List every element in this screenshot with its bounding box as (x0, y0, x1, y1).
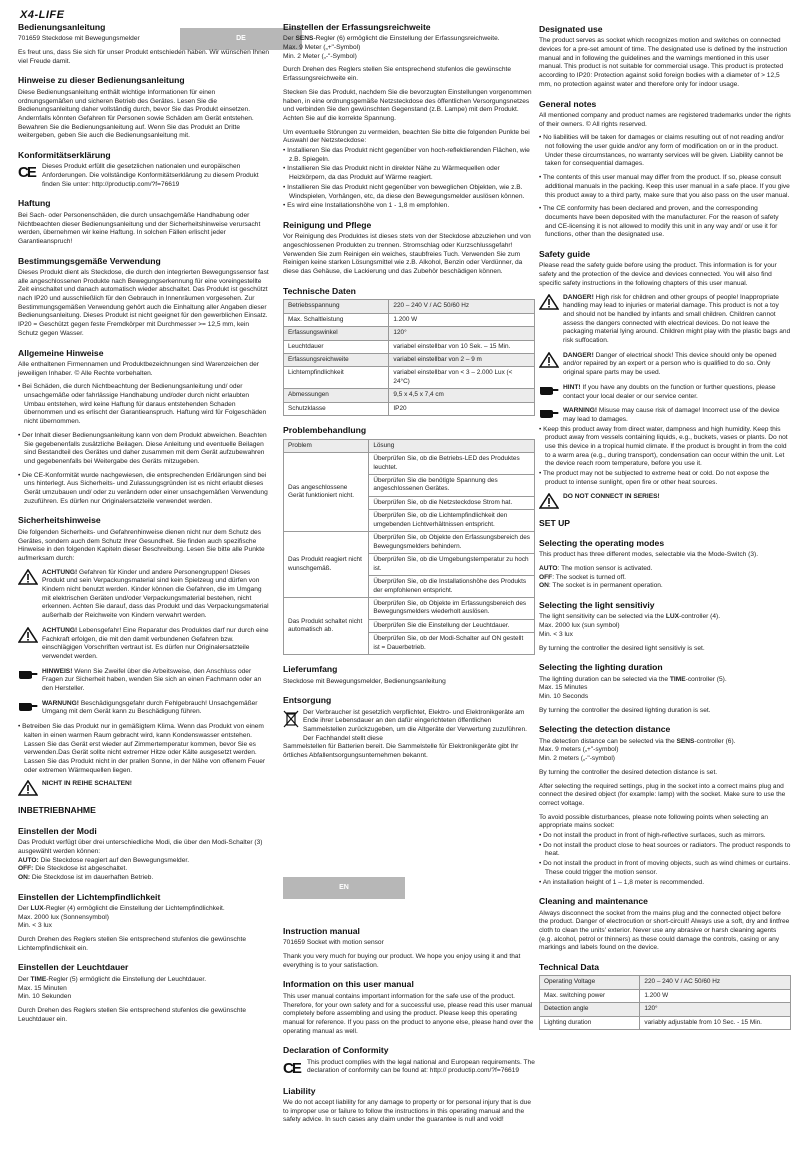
text-part: Der (18, 975, 31, 983)
warning-triangle-icon (18, 780, 38, 796)
warning-label: WARNUNG! (42, 699, 79, 707)
table-cell: 1.200 W (640, 989, 791, 1002)
brand-logo: X4-LIFE (20, 9, 65, 21)
section-heading: SET UP (539, 517, 571, 528)
section-heading: Liability (283, 1085, 316, 1096)
warning-label: DANGER! (563, 293, 594, 301)
mode-key: ON (539, 582, 549, 590)
hint-label: HINWEIS! (42, 667, 73, 675)
section-heading: Designated use (539, 24, 603, 34)
warning-triangle-icon (539, 294, 559, 310)
section-heading: Einstellen der Lichtempfindlichkeit (18, 891, 161, 902)
warning-triangle-icon (18, 569, 38, 585)
warning-block (539, 493, 791, 509)
section-text: Das Produkt verfügt über drei unterschiedliche Modi, die über den Modi-Schalter (3) ausgewählt werden können: (18, 839, 263, 855)
table-cell: 220 – 240 V / AC 50/60 Hz (389, 300, 535, 313)
section-text: By turning the controller the desired light sensitiviy is set. (539, 644, 705, 652)
mode-desc: : The socket is turned off. (552, 573, 626, 581)
section-text: Diese Bedienungsanleitung enthält wichtige Informationen für einen ordnungsgemäßen und sicheren Betrieb des Gerätes. Lesen Sie die Bedienungsanleitung daher vollständig durch, bevor Sie das Produkt einsetzen. Andernfalls könnten Gefahren für Personen sowie Schäden am Gerät entstehen. Bewahren Sie die Bedienungsanleitung auf. Wenn Sie das Produkt an Dritte weitergeben, geben Sie auch die Bedienungsanleitung mit. (18, 88, 254, 140)
thanks-text: Thank you very much for buying our product. We hope you enjoy using it and that everything is to your satisfaction. (283, 953, 521, 969)
section-heading: Lieferumfang (283, 664, 338, 675)
section-heading: Allgemeine Hinweise (18, 347, 104, 358)
section-heading: Selecting the lighting duration (539, 662, 663, 673)
list-item: • The contents of this user manual may differ from the product. If so, please consult additional manuals in the packing. Keep this user manual in a safe place. If you give this product away to a third party, make sure that you also pass on the user manual. (539, 174, 790, 199)
value-min: Min. 10 Sekunden (18, 993, 72, 1001)
section-heading: Technical Data (539, 962, 600, 973)
mode-off (539, 574, 791, 583)
list-item: • Do not install the product close to heat sources or radiators. The product responds to heat. (539, 841, 791, 858)
warning-label: ACHTUNG! (42, 626, 78, 634)
warning-label: DANGER! (563, 351, 594, 359)
conformity-block (283, 1059, 535, 1077)
mode-off (18, 865, 270, 874)
solution-cell: Überprüfen Sie, ob der Modi-Schalter auf ON gestellt ist = Dauerbetrieb. (369, 633, 535, 655)
table-row (284, 453, 535, 475)
mode-desc: : The socket is in permanent operation. (548, 582, 663, 590)
list-item: • Installieren Sie das Produkt nicht gegenüber von beweglichen Objekten, wie z.B. Windspielen, Vorhängen, etc, da diese den Bewegungsmelder auslösen können. (283, 183, 525, 200)
section-text: Der Verbraucher ist gesetzlich verpflichtet, Elektro- und Elektronikgeräte am Ende ihrer Lebensdauer an den dafür eingerichteten öffentlichen Sammelstellen zurückzugeben, um die Altgeräte der Verwertung zuzuführen. Der Fachhandel stellt diese (303, 708, 527, 742)
section-text: Bei Sach- oder Personenschäden, die durch unsachgemäße Handhabung oder Nichtbeachten dieser Bedienungsanleitung und der Sicherheitshinweise verursacht werden, übernehmen wir keine Haftung. In solchen Fällen erlischt jeder Garantieanspruch! (18, 211, 261, 245)
mode-key: AUTO (539, 564, 558, 572)
warning-triangle-icon (18, 627, 38, 643)
table-cell: 9,5 x 4,5 x 7,4 cm (389, 389, 535, 402)
ce-mark-icon: CE (283, 1059, 300, 1077)
section-heading: Sicherheitshinweise (18, 515, 101, 526)
section-heading: Declaration of Conformity (283, 1045, 389, 1056)
warning-text: Lebensgefahr! Eine Reparatur des Produktes darf nur durch eine Fachkraft erfolgen, die mit den damit verbundenen Gefahren bzw. einschlägigen Vorschriften vertraut ist. Es dürfen nur Originalersatzteile verwendet werden. (42, 626, 269, 660)
table-header: Lösung (369, 439, 535, 452)
control-name: TIME (30, 975, 47, 983)
table-cell: Betriebsspannung (284, 300, 389, 313)
section-heading: General notes (539, 98, 597, 109)
text-part: Der (18, 904, 31, 912)
table-cell: 120° (640, 1003, 791, 1016)
table-row (284, 389, 535, 402)
control-name: LUX (665, 613, 680, 621)
table-cell: Leuchtdauer (284, 340, 389, 353)
value-min: Min. 2 Meter („-"-Symbol) (283, 52, 357, 60)
section-heading: Selecting the operating modes (539, 537, 665, 548)
text-part: The light sensitivity can be selected via the (539, 613, 666, 621)
value-max: Max. 2000 lux (Sonnensymbol) (18, 913, 109, 921)
mode-desc: Die Steckdose ist im dauerhaften Betrieb. (30, 873, 154, 881)
mode-desc: Die Steckdose ist abgeschaltet. (33, 865, 128, 873)
table-cell: Max. Schaltleistung (284, 313, 389, 326)
warning-label: NICHT IN REIHE SCHALTEN! (42, 780, 132, 788)
value-min: Min. 10 Seconds (539, 692, 589, 700)
column-english-1 (283, 926, 535, 1130)
table-cell: Abmessungen (284, 389, 389, 402)
value-max: Max. 15 Minuten (18, 984, 67, 992)
table-row (540, 976, 791, 989)
value-min: Min. < 3 lux (539, 630, 573, 638)
table-header-row (284, 439, 535, 452)
section-text: Durch Drehen des Reglers stellen Sie entsprechend stufenlos die gewünschte Lichtempfindlichkeit ein. (18, 936, 246, 952)
section-heading: Selecting the detection distance (539, 724, 671, 735)
warning-label: DO NOT CONNECT IN SERIES! (563, 492, 660, 500)
table-cell: 120° (389, 327, 535, 340)
text-part: -Regler (5) ermöglicht die Einstellung der Leuchtdauer. (46, 975, 207, 983)
section-heading: Einstellen der Modi (18, 825, 97, 836)
section-heading: Einstellen der Leuchtdauer (18, 962, 129, 973)
pointing-hand-icon (539, 407, 559, 419)
section-text (539, 738, 791, 747)
list-item: • The product may not be subjected to extreme heat or cold. Do not expose the product to intense sunlight, open fire or other heat sources. (539, 470, 770, 486)
mode-on (539, 582, 791, 591)
mode-desc: Die Steckdose reagiert auf den Bewegungsmelder. (38, 856, 190, 864)
disposal-block (283, 709, 535, 744)
table-cell: variabel einstellbar von 10 Sek. – 15 Min. (389, 340, 535, 353)
manual-title: Instruction manual (283, 926, 360, 936)
table-cell: Detection angle (540, 1003, 640, 1016)
control-name: SENS (676, 737, 695, 745)
table-row (284, 340, 535, 353)
table-row (284, 300, 535, 313)
table-cell: 220 – 240 V / AC 50/60 Hz (640, 976, 791, 989)
text-part: -controller (4). (679, 613, 721, 621)
warning-block (18, 569, 270, 621)
list-item: • Installieren Sie das Produkt nicht in direkter Nähe zu Wärmequellen oder Heizkörpern, da das Produkt auf Wärme reagiert. (283, 165, 500, 182)
mode-key: OFF: (18, 865, 34, 873)
section-text (539, 676, 791, 685)
solution-cell: Überprüfen Sie, ob Objekte den Erfassungsbereich des Bewegungsmelders behindern. (369, 532, 535, 554)
section-text: This product has three different modes, selectable via the Mode-Switch (3). (539, 551, 759, 559)
solution-cell: Überprüfen Sie, ob die Betriebs-LED des Produktes leuchtet. (369, 453, 535, 475)
warning-block (18, 780, 270, 796)
text-part: -Regler (4) ermöglicht die Einstellung der Lichtempfindlichkeit. (43, 904, 225, 912)
section-text: Stecken Sie das Produkt, nachdem Sie die bevorzugten Einstellungen vorgenommen haben, in eine ordnungsgemäße Netzsteckdose des öffentlichen Versorgungsnetzes und verbinden Sie den gewünschten Gegenstand (z.B. Lampe) mit dem Produkt. Achten Sie auf die korrekte Spannung. (283, 88, 532, 122)
section-text (283, 35, 535, 44)
section-heading: Problembehandlung (283, 425, 367, 436)
manual-title: Bedienungsanleitung (18, 22, 106, 32)
section-text: Alle enthaltenen Firmennamen und Produktbezeichnungen sind Warenzeichen der jeweiligen Inhaber. © Alle Rechte vorbehalten. (18, 360, 259, 377)
table-row (284, 367, 535, 389)
table-row (284, 313, 535, 326)
table-row (540, 1016, 791, 1029)
warning-block (18, 627, 270, 662)
text-part: Der (283, 35, 296, 43)
warning-block (539, 352, 791, 378)
column-english-2 (539, 24, 791, 1034)
warning-block (18, 700, 270, 717)
section-text: By turning the controller the desired detection distance is set. (539, 768, 718, 776)
warning-text: Danger of electrical shock! This device should only be opened and/or repaired by an expert or a person who is qualified to do so. Only original spare parts may be used. (563, 351, 777, 377)
problem-cell: Das Produkt schaltet nicht automatisch ab. (284, 597, 369, 654)
hint-block (18, 668, 270, 694)
section-text: Sammelstellen für Batterien bereit. Die Sammelstelle für Elektronikgeräte gibt Ihr örtliches Abfallentsorgungsunternehmen bekannt. (283, 743, 519, 760)
section-heading: Information on this user manual (283, 979, 414, 990)
warning-triangle-icon (539, 352, 559, 368)
table-cell: variabel einstellbar von 2 – 9 m (389, 354, 535, 367)
pointing-hand-icon (18, 700, 38, 712)
value-min: Min. < 3 lux (18, 922, 52, 930)
mode-key: ON: (18, 873, 31, 881)
problem-cell: Das Produkt reagiert nicht wunschgemäß. (284, 532, 369, 598)
section-text (18, 976, 270, 985)
list-item: • An installation height of 1 – 1,8 meter is recommended. (539, 878, 705, 886)
section-heading: Entsorgung (283, 695, 332, 706)
warning-text: Misuse may cause risk of damage! Incorrect use of the device may lead to damages. (563, 407, 780, 423)
language-badge-en: EN (283, 877, 405, 899)
warning-label: ACHTUNG! (42, 568, 78, 576)
section-heading: Reinigung und Pflege (283, 220, 372, 230)
product-name: 701659 Steckdose mit Bewegungsmelder (18, 35, 140, 43)
table-cell: variably adjustable from 10 Sec. - 15 Min. (640, 1016, 791, 1029)
section-text: Die folgenden Sicherheits- und Gefahrenhinweise dienen nicht nur dem Schutz des Gerätes, sondern auch dem Schutz Ihrer Gesundheit. Sie finden auch spezifische Hinweise in den folgenden Kapiteln dieser Beschreibung. Lesen Sie bitte alle Punkte aufmerksam durch: (18, 528, 265, 562)
control-name: SENS (295, 35, 314, 43)
section-text: Dieses Produkt dient als Steckdose, die durch den integrierten Bewegungssensor fast alle angeschlossenen Produkte nach Bewegungserkennung für eine voreingestellte Zeit einschaltet und danach automatisch wieder abschaltet. Das Produkt ist geschützt nach IP20 und ausschließlich für den Gebrauch in Innenräumen vorgesehen. Zur Bestimmungsgemäßen Verwendung gehört auch die Einhaltung aller Angaben dieser Bedienungsanleitung. Dieses Produkt ist nicht geeignet für den gewerblichen Einsatz. IP20 = Geschützt gegen feste Fremdkörper mit Durchmesser >= 12,5 mm, kein Schutz gegen Wasser. (18, 268, 269, 337)
solution-cell: Überprüfen Sie, ob die Netzsteckdose Strom hat. (369, 496, 535, 509)
control-name: LUX (30, 904, 44, 912)
mode-desc: : The motion sensor is activated. (557, 564, 653, 572)
section-text: Steckdose mit Bewegungsmelder, Bedienungsanleitung (283, 677, 446, 685)
section-heading: Technische Daten (283, 285, 356, 296)
solution-cell: Überprüfen Sie, ob Objekte im Erfassungsbereich des Bewegungsmelders wiederholt auslösen. (369, 597, 535, 619)
table-row (540, 989, 791, 1002)
mode-key: AUTO: (18, 856, 39, 864)
pointing-hand-icon (18, 668, 38, 680)
troubleshooting-table (283, 439, 535, 656)
section-text: Dieses Produkt erfüllt die gesetzlichen nationalen und europäischen Anforderungen. Die vollständige Konformitätserklärung zu diesem Produkt finden Sie unter: http://productip.com/?f=76619 (42, 163, 259, 188)
section-heading: Einstellen der Erfassungsreichweite (283, 22, 431, 32)
warning-label: WARNING! (563, 407, 598, 415)
warning-text: Gefahren für Kinder und andere Personengruppen! Dieses Produkt und sein Verpackungsmaterial sind kein Spielzeug und dürfen von Kindern nicht benutzt werden. Kinder können die Gefahren, die im Umgang mit elektrischen Geräten und/oder Verpackungsmaterial bestehen, nicht erkennen. Achten Sie darauf, dass das Produkt und das Verpackungsmaterial außerhalb der Reichweite von Kindern verwahrt werden. (42, 568, 269, 620)
table-cell: Schutzklasse (284, 402, 389, 415)
list-item: • Keep this product away from direct water, dampness and high humidity. Keep this product away from vessels containing liquids, e.g., buckets, vases or plants. Do not use this device in a tropical humid climate. If the product is brought in from the cold to a warm area (e.g., during transport), condensation can occur within the unit. Let the device reach room temperature, before you use it. (539, 425, 788, 468)
table-cell: Operating Voltage (540, 976, 640, 989)
hint-text: If you have any doubts on the function or further questions, please contact your local dealer or our service center. (563, 383, 776, 400)
tech-data-table (539, 975, 791, 1030)
section-text: Vor Reinigung des Produktes ist dieses stets von der Steckdose abzuziehen und von angeschlossenen Produkten zu trennen. Stromschlag oder Kurzschlussgefahr! Verwenden Sie zum Reinigen ein weiches, staubfreies Tuch. Verwenden Sie zum Reinigen keine starken Lösungsmittel wie z.B. Alkohol, Benzin oder Verdünner, da diese das Gehäuse, die Lackierung und das Zubehör beschädigen können. (283, 233, 531, 276)
solution-cell: Überprüfen Sie, ob die Umgebungstemperatur zu hoch ist. (369, 554, 535, 576)
product-name: 701659 Socket with motion sensor (283, 939, 384, 947)
table-cell: Erfassungsreichweite (284, 354, 389, 367)
text-part: -controller (6). (694, 737, 736, 745)
section-text: After selecting the required settings, plug in the socket into a correct mains plug and connect the desired object (for example: lamp) with the socket. Make sure to use the correct voltage. (539, 782, 786, 807)
solution-cell: Überprüfen Sie die benötigte Spannung des angeschlossenen Gerätes. (369, 474, 535, 496)
table-header: Problem (284, 439, 369, 452)
table-row (284, 402, 535, 415)
section-heading: INBETRIEBNAHME (18, 805, 96, 816)
section-text: To avoid possible disturbances, please note following points when selecting an appropriate mains socket: (539, 813, 769, 830)
section-text: All mentioned company and product names are registered trademarks under the rights of their owners. © All rights reserved. (539, 111, 791, 128)
section-text: By turning the controller the desired lighting duration is set. (539, 706, 711, 714)
section-text (18, 905, 270, 914)
section-text: This user manual contains important information for the safe use of the product. Therefore, for your own safety and for a successful use, please read this user manual completely before assembling and using the product. Please keep this operating manual for reference. If you pass on the product to anyone else, please hand over the operating manual as well. (283, 992, 534, 1035)
problem-cell: Das angeschlossene Gerät funktioniert nicht. (284, 453, 369, 532)
section-text: Please read the safety guide before using the product. This information is for your safety and the protection of the device and devices connected. You will also find specific safety instructions in the following chapters of this user manual. (539, 262, 777, 287)
value-max: Max. 15 Minutes (539, 684, 588, 692)
column-german-2 (283, 22, 535, 766)
crossed-bin-icon (283, 709, 299, 729)
section-text: Always disconnect the socket from the mains plug and the connected object before the product. Danger of electrocution or short-circuit! Always use a soft, dry and lintfree cloth to clean the units' exterior. Never use any abrasive or harsh cleaning agents (e.g. alcohol, petrol or thinners) as these could damage the controls, casing or any markings and labels found on the device. (539, 909, 790, 952)
hint-block (539, 384, 791, 401)
value-min: Min. 2 meters („-"-symbol) (539, 755, 615, 763)
table-cell: Max. switching power (540, 989, 640, 1002)
table-cell: Erfassungswinkel (284, 327, 389, 340)
solution-cell: Überprüfen Sie, ob die Installationshöhe des Produkts der empfohlenen entspricht. (369, 576, 535, 598)
list-item: • No liabilities will be taken for damages or claims resulting out of not reading and/or not following the user guide and/or any form of modification on or in the product. Under these circumstances, no warranty services will be given. Liability cannot be taken for consequential damages. (539, 134, 784, 168)
section-text: This product complies with the legal national and European requirements. The declaration of conformity can be found at: http:// productip.com/?f=76619 (307, 1058, 535, 1075)
list-item: • Installieren Sie das Produkt nicht gegenüber von hoch-reflektierenden Flächen, wie z.B. Spiegeln. (283, 147, 530, 163)
warning-text: Beschädigungsgefahr durch Fehlgebrauch! Unsachgemäßer Umgang mit dem Gerät kann zu Beschädigung führen. (42, 699, 258, 716)
table-cell: variabel einstellbar von < 3 – 2.000 Lux (< 24°C) (389, 367, 535, 389)
warning-block (539, 407, 791, 424)
table-cell: 1.200 W (389, 313, 535, 326)
mode-on (18, 874, 270, 883)
section-heading: Haftung (18, 198, 51, 209)
section-heading: Cleaning and maintenance (539, 896, 648, 907)
table-row (284, 354, 535, 367)
pointing-hand-icon (539, 384, 559, 396)
warning-triangle-icon (539, 493, 559, 509)
list-item: • Die CE-Konformität wurde nachgewiesen, die entsprechenden Erklärungen sind bei uns hinterlegt. Aus Sicherheits- und Zulassungsgründen ist es nicht erlaubt dieses Gerät umzubauen und/ oder zu verändern oder einer unsachgemäßen Verwendung zuzuführen. Es dürfen nur Originalersatzteile verwendet werden. (18, 471, 268, 505)
thanks-text: Es freut uns, dass Sie sich für unser Produkt entschieden haben. Wir wünschen Ihnen viel Freude damit. (18, 49, 270, 65)
table-cell: IP20 (389, 402, 535, 415)
tech-data-table (283, 299, 535, 416)
text-part: The detection distance can be selected via the (539, 737, 677, 745)
text-part: -controller (5). (685, 675, 727, 683)
text-part: -Regler (6) ermöglicht die Einstellung der Erfassungsreichweite. (313, 35, 500, 43)
mode-auto (539, 565, 791, 574)
hint-label: HINT! (563, 383, 581, 391)
table-row (540, 1003, 791, 1016)
section-heading: Safety guide (539, 249, 591, 260)
value-max: Max. 9 meters („+"-symbol) (539, 746, 619, 754)
value-max: Max. 9 Meter („+"-Symbol) (283, 44, 361, 52)
list-item: • The CE conformity has been declared and proven, and the corresponding documents have been deposited with the manufacturer. For the reason of safety and CE-licensing it is not allowed to modify this unit in any way and/ or use it for functions, other than the designated use. (539, 205, 779, 239)
section-heading: Hinweise zu dieser Bedienungsanleitung (18, 75, 185, 86)
warning-block (539, 294, 791, 346)
section-text (539, 613, 791, 622)
section-text: Durch Drehen des Reglers stellen Sie entsprechend stufenlos die gewünschte Leuchtdauer ein. (18, 1006, 246, 1023)
conformity-block (18, 163, 270, 189)
control-name: TIME (669, 675, 686, 683)
list-item: • Bei Schäden, die durch Nichtbeachtung der Bedienungsanleitung und/ oder unsachgemäße oder fahrlässige Handhabung und/oder durch nicht erlaubten Umbau entstehen, wird keine Haftung für daraus entstehenden Schaden übernommen und es erlischt der Garantieanspruch. Haftung wird für Folgeschäden nicht übernommen. (18, 383, 267, 426)
list-item: • Es wird eine Installationshöhe von 1 - 1,8 m empfohlen. (283, 202, 450, 210)
section-heading: Konformitätserklärung (18, 150, 111, 161)
section-heading: Bestimmungsgemäße Verwendung (18, 255, 161, 266)
mode-auto (18, 857, 270, 866)
section-text: Um eventuelle Störungen zu vermeiden, beachten Sie bitte die folgenden Punkte bei Auswahl der Netzsteckdose: (283, 128, 530, 145)
warning-text: High risk for children and other groups of people! Inappropriate handling may lead to injuries or material damage. This product is not a toy and should not be handled by infants and small children. Children cannot assess the dangers connected with electrical devices. Do not leave the packaging material lying around. Children might play with the plastic bags and risk suffocation. (563, 293, 791, 345)
mode-key: OFF (539, 573, 553, 581)
text-part: The lighting duration can be selected via the (539, 675, 670, 683)
table-cell: Lichtempfindlichkeit (284, 367, 389, 389)
section-heading: Selecting the light sensitiviy (539, 600, 655, 611)
hint-text: Wenn Sie Zweifel über die Arbeitsweise, den Anschluss oder Fragen zur Sicherheit haben, wenden Sie sich an einen Fachmann oder an den Hersteller. (42, 667, 262, 693)
list-item: • Der Inhalt dieser Bedienungsanleitung kann von dem Produkt abweichen. Beachten Sie gegebenenfalls zusätzliche Beilagen. Diese Anleitung und eventuelle Beilagen sind Bestandteil des Gerätes und daher zusammen mit dem Gerät aufzubewahren und gegebenenfalls bei Weitergabe des Geräts mitzugeben. (18, 431, 267, 465)
table-row (284, 327, 535, 340)
table-row (284, 532, 535, 554)
table-cell: Lighting duration (540, 1016, 640, 1029)
table-row (284, 597, 535, 619)
language-badge-de: DE (180, 28, 302, 50)
list-item: • Do not install the product in front of high-reflective surfaces, such as mirrors. (539, 832, 766, 840)
column-german-1 (18, 22, 270, 1029)
section-text: Durch Drehen des Reglers stellen Sie entsprechend stufenlos die gewünschte Erfassungsreichweite ein. (283, 66, 511, 83)
list-item: • Betreiben Sie das Produkt nur in gemäßigtem Klima. Wenn das Produkt von einem kalten in einen warmen Raum gebracht wird, kann Kondenswasser entstehen. Lassen Sie das Gerät erst wieder auf Zimmertemperatur kommen, bevor Sie es verwenden.Das Gerät sollte nicht extremer Hitze oder Kälte ausgesetzt werden. Lassen Sie das Produkt nicht in der prallen Sonne, in der Nähe von offenem Feuer oder extremen Wärmequellen liegen. (18, 723, 266, 774)
section-text: We do not accept liability for any damage to property or for personal injury that is due to improper use or failure to follow the instructions in this operating manual and the safety advice. In such cases any claim under the guarantee is null and void! (283, 1099, 532, 1124)
list-item: • Do not install the product in front of moving objects, such as wind chimes or curtains. These could trigger the motion sensor. (539, 860, 791, 876)
solution-cell: Überprüfen Sie, ob die Lichtempfindlichkeit den umgebenden Lichtverhältnissen entspricht. (369, 510, 535, 532)
ce-mark-icon: CE (18, 164, 35, 182)
value-max: Max. 2000 lux (sun symbol) (539, 622, 620, 630)
solution-cell: Überprüfen Sie die Einstellung der Leuchtdauer. (369, 619, 535, 632)
section-text: The product serves as socket which recognizes motion and switches on connected devices for a pre-set amount of time. The designated use is defined by the instruction manual and in following the guidelines and the warnings mentioned in this user manual. This product is not suitable for commercial usage. This product is protected according to IP20: Protection against solid foreign bodies with a diameter of > 12,5 mm, no protection against water and therefore only for indoor usage. (539, 37, 788, 88)
